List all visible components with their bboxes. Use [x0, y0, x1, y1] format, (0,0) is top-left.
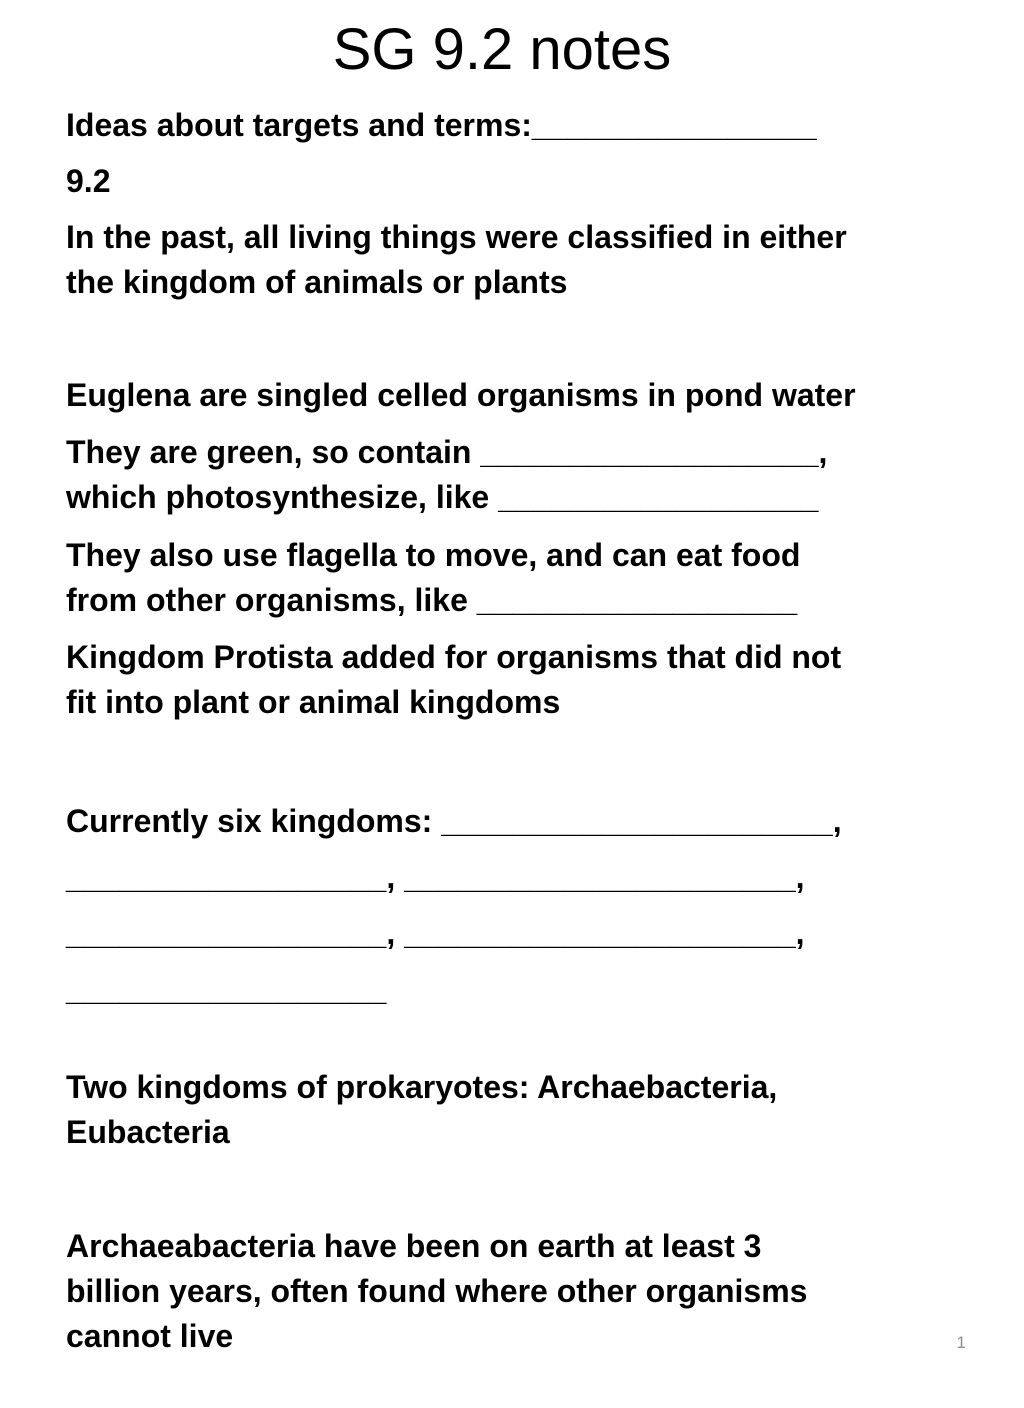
section-number [66, 159, 986, 204]
paragraph-six-kingdoms [66, 793, 986, 1017]
text-line: which photosynthesize, like __________________ [66, 479, 819, 515]
page-number: 1 [956, 1333, 966, 1352]
text-line: They also use flagella to move, and can eat food [66, 537, 801, 573]
text-line: 9.2 [66, 163, 111, 199]
text-line: Two kingdoms of prokaryotes: Archaebacteria, [66, 1069, 778, 1105]
text-line: Euglena are singled celled organisms in pond water [66, 377, 856, 413]
text-line: Currently six kingdoms: ______________________, [66, 803, 842, 839]
paragraph-past-classification [66, 215, 986, 305]
text-line: billion years, often found where other organisms [66, 1273, 808, 1309]
text-line: Kingdom Protista added for organisms that did not [66, 639, 842, 675]
paragraph-euglena [66, 373, 986, 418]
text-line: __________________ [66, 971, 387, 1007]
text-line: In the past, all living things were classified in either [66, 219, 847, 255]
text-line: Archaeabacteria have been on earth at least 3 [66, 1228, 762, 1264]
paragraph-green-chloroplasts [66, 430, 986, 520]
text-line: cannot live [66, 1318, 234, 1354]
paragraph-archaeabacteria [66, 1224, 986, 1359]
text-line: Ideas about targets and terms:________________ [66, 107, 817, 143]
paragraph-flagella [66, 533, 986, 623]
targets-terms-line [66, 103, 986, 148]
page-title: SG 9.2 notes [332, 17, 672, 82]
text-line: Eubacteria [66, 1114, 230, 1150]
paragraph-prokaryote-kingdoms [66, 1065, 986, 1155]
paragraph-kingdom-protista [66, 635, 986, 725]
text-line: They are green, so contain ___________________, [66, 434, 828, 470]
text-line: __________________, ______________________, [66, 859, 805, 895]
text-line: __________________, ______________________, [66, 915, 805, 951]
text-line: fit into plant or animal kingdoms [66, 684, 561, 720]
text-line: the kingdom of animals or plants [66, 264, 568, 300]
text-line: from other organisms, like __________________ [66, 582, 798, 618]
